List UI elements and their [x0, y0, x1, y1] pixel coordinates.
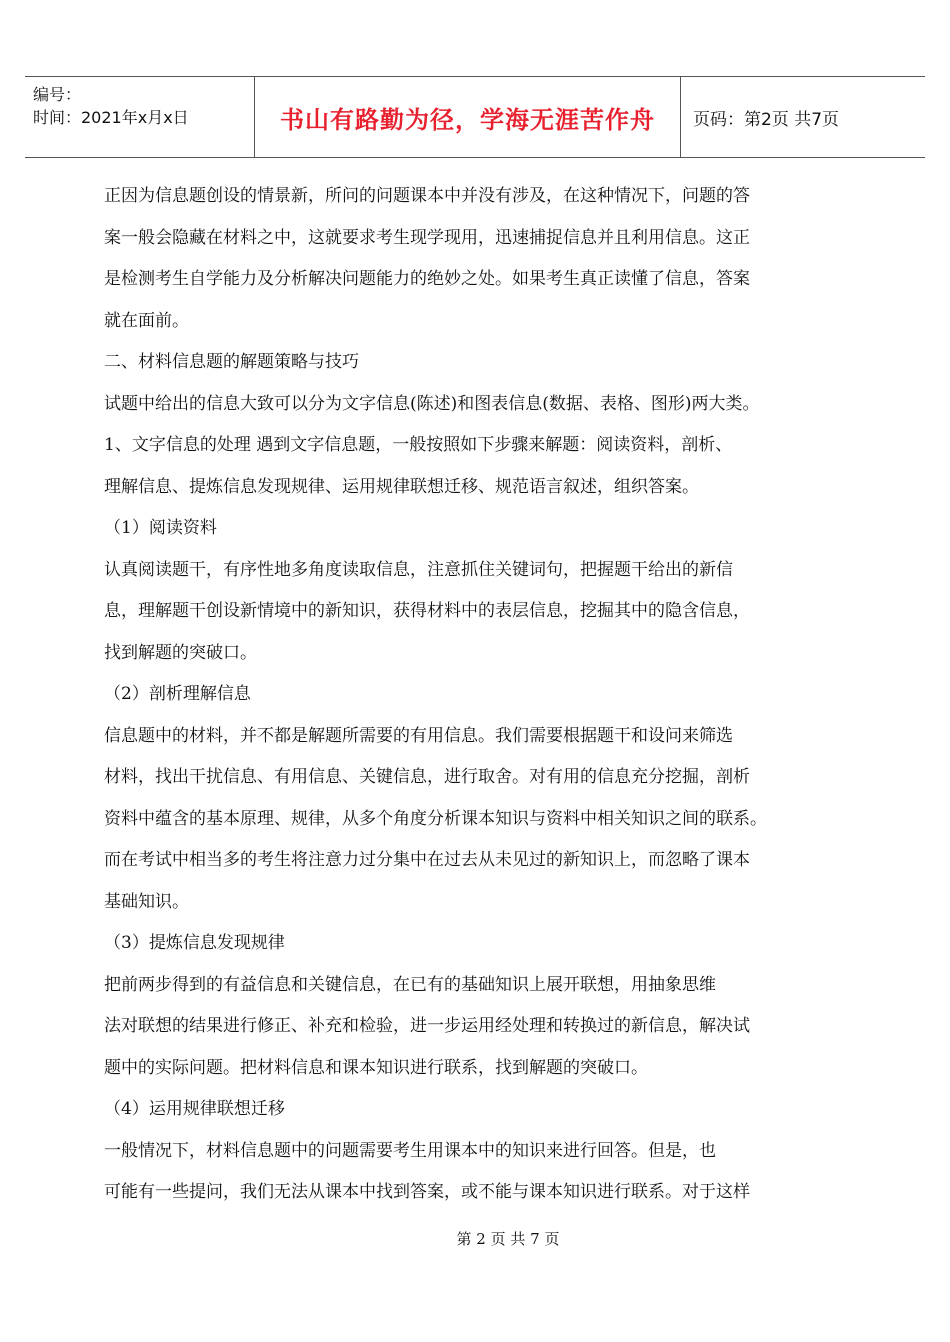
text-line: 法对联想的结果进行修正、补充和检验，进一步运用经处理和转换过的新信息，解决试: [104, 1016, 750, 1036]
time-label: 时间：2021年x月x日: [33, 108, 189, 127]
text-line: 题中的实际问题。把材料信息和课本知识进行联系，找到解题的突破口。: [104, 1057, 648, 1078]
number-label: 编号：: [33, 85, 82, 104]
header-motto: 书山有路勤为径，学海无涯苦作舟: [280, 105, 655, 134]
step-heading: （1）阅读资料: [104, 518, 217, 538]
header-divider: [680, 77, 681, 157]
step-heading: （4）运用规律联想迁移: [104, 1099, 285, 1119]
text-line: 案一般会隐藏在材料之中，这就要求考生现学现用，迅速捕捉信息并且利用信息。这正: [104, 227, 750, 248]
text-line: 认真阅读题干，有序性地多角度读取信息，注意抓住关键词句，把握题干给出的新信: [104, 559, 733, 580]
text-line: 1、文字信息的处理 遇到文字信息题，一般按照如下步骤来解题：阅读资料，剖析、: [104, 435, 733, 455]
text-line: 材料，找出干扰信息、有用信息、关键信息，进行取舍。对有用的信息充分挖掘，剖析: [104, 767, 750, 787]
section-heading: 二、材料信息题的解题策略与技巧: [104, 352, 359, 372]
step-heading: （2）剖析理解信息: [104, 684, 251, 704]
step-heading: （3）提炼信息发现规律: [104, 933, 285, 953]
text-line: 理解信息、提炼信息发现规律、运用规律联想迁移、规范语言叙述，组织答案。: [104, 476, 699, 497]
text-line: 而在考试中相当多的考生将注意力过分集中在过去从未见过的新知识上，而忽略了课本: [104, 850, 750, 870]
text-line: 就在面前。: [104, 310, 189, 331]
text-line: 找到解题的突破口。: [104, 642, 257, 663]
text-line: 信息题中的材料，并不都是解题所需要的有用信息。我们需要根据题干和设问来筛选: [104, 725, 733, 746]
page-footer: 第 2 页 共 7 页: [456, 1230, 560, 1248]
text-line: 资料中蕴含的基本原理、规律，从多个角度分析课本知识与资料中相关知识之间的联系。: [104, 808, 767, 829]
header-meta: [33, 83, 255, 129]
text-line: 是检测考生自学能力及分析解决问题能力的绝妙之处。如果考生真正读懂了信息，答案: [104, 269, 750, 289]
text-line: 息，理解题干创设新情境中的新知识，获得材料中的表层信息，挖掘其中的隐含信息，: [104, 601, 750, 621]
body-text: [104, 176, 874, 1214]
header-page-info: 页码：第2页 共7页: [693, 109, 840, 130]
text-line: 试题中给出的信息大致可以分为文字信息(陈述)和图表信息(数据、表格、图形)两大类。: [104, 393, 760, 414]
page-header: [25, 76, 925, 158]
text-line: 正因为信息题创设的情景新，所问的问题课本中并没有涉及，在这种情况下，问题的答: [104, 186, 750, 206]
text-line: 一般情况下，材料信息题中的问题需要考生用课本中的知识来进行回答。但是，也: [104, 1140, 716, 1161]
text-line: 把前两步得到的有益信息和关键信息，在已有的基础知识上展开联想，用抽象思维: [104, 974, 716, 995]
text-line: 可能有一些提问，我们无法从课本中找到答案，或不能与课本知识进行联系。对于这样: [104, 1182, 750, 1202]
text-line: 基础知识。: [104, 891, 189, 912]
